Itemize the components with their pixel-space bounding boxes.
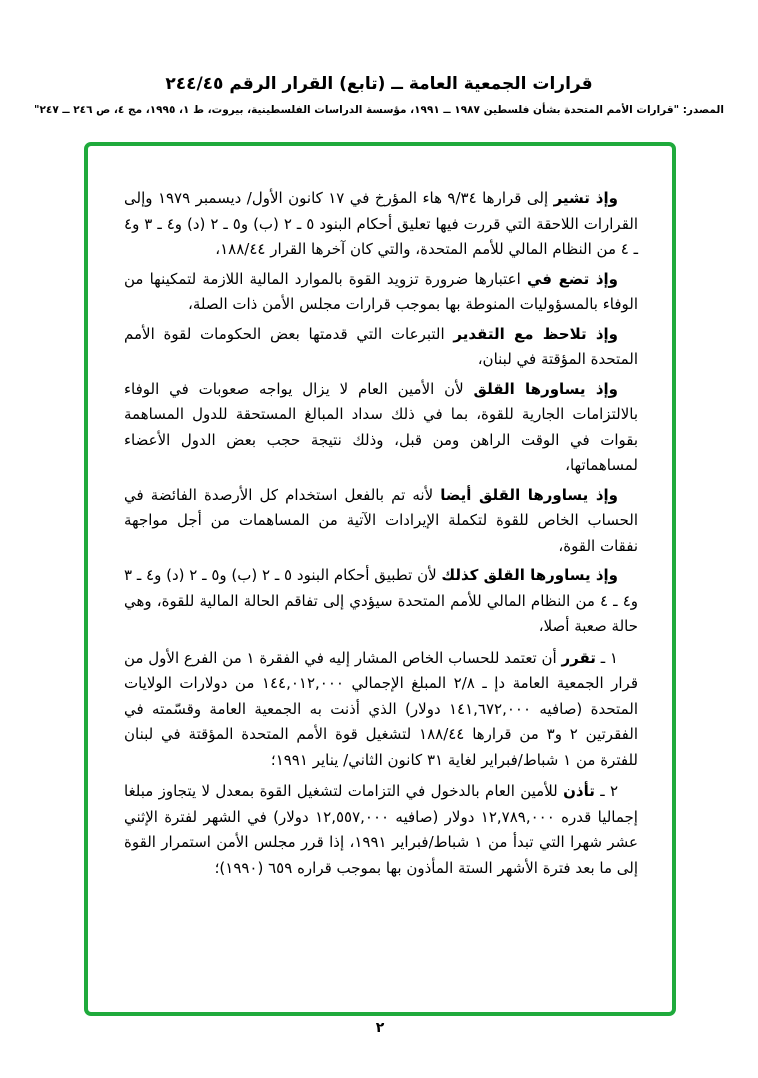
paragraph-lead: تقرر [561,648,596,667]
paragraph-number: ١ ـ [595,648,618,667]
paragraph-text: لأن تطبيق أحكام البنود ٥ ـ ٢ (ب) و٥ ـ ٢ (د) و٤ ـ ٣ و٤ ـ ٤ من النظام المالي للأمم المتحدة سيؤدي إلى تفاقم الحالة المالية للقوة، وهي حالة صعبة أصلا، [124,566,638,635]
paragraph-lead: وإذ يساورها القلق كذلك [441,566,619,584]
numbered-paragraph [124,779,638,881]
paragraph-text: لأن الأمين العام لا يزال يواجه صعوبات في الوفاء بالالتزامات الجارية للقوة، بما في ذلك سداد المبالغ المستحقة للدول المساهمة بقوات في الوقت الراهن ومن قبل، وذلك نتيجة حجب بعض الدول الأعضاء لمساهماتها، [124,379,638,474]
paragraph-number: ٢ ـ [594,782,618,800]
resolution-body [124,186,638,885]
paragraph-lead: وإذ تلاحظ مع التقدير [453,324,618,343]
paragraph-lead: تأذن [563,782,595,800]
paragraph-lead: وإذ تضع في [526,269,619,288]
paragraph-text: للأمين العام بالدخول في التزامات لتشغيل القوة بمعدل لا يتجاوز مبلغا إجماليا قدره ١٢,٧٨٩,٠٠٠ دولار (صافيه ١٢,٥٥٧,٠٠٠ دولار) في الشهر لفترة الإثني عشر شهرا التي تبدأ من ١ شباط/فبراير ١٩٩١، إذا قرر مجلس الأمن استمرار القوة إلى ما بعد فترة الأشهر الستة المأذون بها بموجب قراره ٦٥٩ (١٩٩٠)؛ [124,782,638,877]
page-title: قرارات الجمعية العامة ــ (تابع) القرار الرقم ٢٤٤/٤٥ [165,74,593,94]
paragraph-text: أن تعتمد للحساب الخاص المشار إليه في الفقرة ١ من الفرع الأول من قرار الجمعية العامة دإ ـ ٢/٨ المبلغ الإجمالي ١٤٤,٠١٢,٠٠٠ من دولارات الولايات المتحدة (صافيه ١٤١,٦٧٢,٠٠٠ دولار) الذي أذنت به الجمعية العامة وقسّمته في الفقرتين ٢ و٣ من قرارها ١٨٨/٤٤ لتشغيل قوة الأمم المتحدة المؤقتة في لبنان للفترة من ١ شباط/فبراير لغاية ٣١ كانون الثاني/ يناير ١٩٩١؛ [124,648,638,769]
page-number: ٢ [375,1020,385,1036]
preamble-paragraph [124,483,638,560]
preamble-paragraph [124,322,638,373]
paragraph-lead: وإذ يساورها القلق أيضا [440,485,619,504]
preamble-paragraph [124,267,638,318]
green-frame [84,142,676,1016]
preamble-paragraph [124,377,638,479]
paragraph-lead: وإذ تشير [553,189,618,207]
numbered-paragraph [124,646,638,774]
paragraph-text: التبرعات التي قدمتها بعض الحكومات لقوة الأمم المتحدة المؤقتة في لبنان، [124,324,638,368]
paragraph-text: لأنه تم بالفعل استخدام كل الأرصدة الفائضة في الحساب الخاص للقوة لتكملة الإيرادات الآتية من المساهمات من أجل مواجهة نفقات القوة، [124,485,638,555]
paragraph-lead: وإذ يساورها القلق [473,379,618,398]
paragraph-text: إلى قرارها ٩/٣٤ هاء المؤرخ في ١٧ كانون الأول/ ديسمبر ١٩٧٩ وإلى القرارات اللاحقة التي قررت فيها تعليق أحكام البنود ٥ ـ ٢ (ب) و٥ ـ ٢ (د) و٤ ـ ٣ و٤ ـ ٤ من النظام المالي للأمم المتحدة، والتي كان آخرها القرار ١٨٨/٤٤، [124,189,639,258]
paragraph-text: اعتبارها ضرورة تزويد القوة بالموارد المالية اللازمة لتمكينها من الوفاء بالمسؤوليات المنوطة بها بموجب قرارات مجلس الأمن ذات الصلة، [124,269,638,313]
preamble-paragraph [124,563,638,640]
source-line: المصدر: "قرارات الأمم المتحدة بشأن فلسطين ١٩٨٧ ــ ١٩٩١، مؤسسة الدراسات الفلسطينية، بيروت، ط ١، ١٩٩٥، مج ٤، ص ٢٤٦ ــ ٢٤٧" [34,104,724,116]
preamble-paragraph [124,186,638,263]
